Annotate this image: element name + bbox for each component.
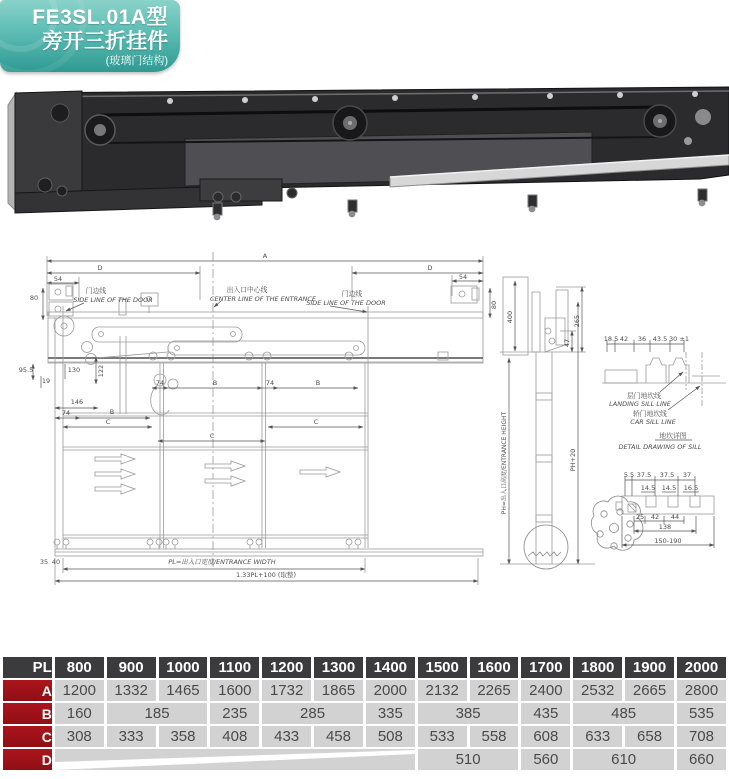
table-cell: 633 [573, 726, 622, 747]
table-cell [55, 749, 415, 770]
col-header-1100: 1100 [210, 657, 259, 678]
table-cell: 535 [677, 703, 726, 724]
sill-dim-37-5a: 37.5 [636, 471, 652, 479]
dim-b-1: B [212, 379, 218, 387]
side-line-right-en: SIDE LINE OF THE DOOR [306, 299, 386, 307]
sill-dim-range: 150-190 [654, 537, 682, 545]
table-cell: 708 [677, 726, 726, 747]
center-line-cn: 出入口中心线 [226, 286, 268, 294]
table-header-row [3, 657, 726, 678]
table-cell: 2132 [418, 680, 467, 701]
dim-35: 35 [39, 558, 49, 566]
col-header-1400: 1400 [366, 657, 415, 678]
sill-dim-42b: 42 [650, 513, 660, 521]
sill-dim-16-5: 16.5 [683, 484, 699, 492]
table-row-b [3, 703, 726, 724]
dim-47: 47 [563, 338, 571, 348]
row-label-a: A [3, 680, 52, 701]
table-cell: 185 [107, 703, 208, 724]
table-cell: 1732 [262, 680, 311, 701]
col-header-900: 900 [107, 657, 156, 678]
dim-74-3: 74 [61, 409, 71, 417]
col-header-1800: 1800 [573, 657, 622, 678]
table-cell: 2532 [573, 680, 622, 701]
table-cell: 558 [470, 726, 519, 747]
col-header-1500: 1500 [418, 657, 467, 678]
table-cell: 510 [418, 749, 519, 770]
dim-c-1: C [105, 418, 111, 426]
header-label: PL [3, 657, 52, 678]
table-cell: 1865 [314, 680, 363, 701]
sill-dim-14-5b: 14.5 [661, 484, 677, 492]
product-subtitle: (玻璃门结构) [105, 55, 168, 67]
sill-dim-37-5b: 37.5 [659, 471, 675, 479]
table-cell: 1200 [55, 680, 104, 701]
table-cell: 2265 [470, 680, 519, 701]
dim-400: 400 [506, 310, 514, 324]
sill-dim-36: 36 [637, 335, 647, 343]
side-section-labels [500, 311, 581, 514]
dim-95-5: 95.5 [18, 366, 34, 374]
dim-54-left: 54 [53, 275, 63, 283]
dim-146: 146 [70, 398, 84, 406]
col-header-1200: 1200 [262, 657, 311, 678]
product-model: FE3SL.01A型 [32, 6, 168, 29]
car-sill-line-en: CAR SILL LINE [630, 418, 676, 426]
row-label-b: B [3, 703, 52, 724]
table-cell: 485 [573, 703, 674, 724]
table-cell: 610 [573, 749, 674, 770]
table-cell: 308 [55, 726, 104, 747]
col-header-1700: 1700 [521, 657, 570, 678]
sill-dim-138: 138 [658, 523, 672, 531]
product-badge [0, 0, 180, 72]
landing-sill-line-cn: 层门地坎线 [627, 392, 661, 400]
dim-74-1: 74 [155, 379, 165, 387]
spec-table-body [3, 657, 726, 770]
table-cell: 2800 [677, 680, 726, 701]
dim-ph20: PH+20 [569, 448, 577, 472]
col-header-1600: 1600 [470, 657, 519, 678]
product-name: 旁开三折挂件 [42, 30, 168, 53]
landing-sill-line-en: LANDING SILL LINE [609, 400, 671, 408]
dim-54-right: 54 [458, 273, 468, 281]
col-header-1300: 1300 [314, 657, 363, 678]
dim-80-right: 80 [490, 300, 498, 310]
entrance-height-label: PH=出入口高度/ENTRANCE HEIGHT [501, 411, 508, 515]
table-cell: 285 [262, 703, 363, 724]
sill-dim-14-5a: 14.5 [640, 484, 656, 492]
dim-80-left: 80 [29, 294, 39, 302]
side-line-right-cn: 门边线 [341, 290, 363, 298]
sill-detail-title-cn: 地坎详图 [659, 432, 687, 440]
dim-c-2: C [313, 418, 319, 426]
sill-dim-5-5: 5.5 [623, 471, 635, 479]
table-cell: 508 [366, 726, 415, 747]
product-photo [0, 85, 729, 225]
dim-74-2: 74 [265, 379, 275, 387]
dim-b-2: B [315, 379, 321, 387]
door-operator-machine [8, 87, 729, 220]
table-cell: 385 [418, 703, 519, 724]
table-cell: 2000 [366, 680, 415, 701]
table-cell: 160 [55, 703, 104, 724]
table-cell: 358 [159, 726, 208, 747]
dim-130: 130 [67, 366, 81, 374]
table-cell: 1465 [159, 680, 208, 701]
diagonal-slash [55, 749, 415, 770]
side-section-drawing [500, 277, 643, 569]
row-label-c: C [3, 726, 52, 747]
row-label-d: D [3, 749, 52, 770]
col-header-1900: 1900 [625, 657, 674, 678]
table-cell: 660 [677, 749, 726, 770]
table-cell: 560 [521, 749, 570, 770]
dim-b-3: B [109, 408, 115, 416]
sill-dim-37: 37 [682, 471, 692, 479]
table-cell: 408 [210, 726, 259, 747]
table-cell: 2665 [625, 680, 674, 701]
front-elevation-labels [19, 252, 498, 579]
table-cell: 235 [210, 703, 259, 724]
dim-c-3: C [209, 432, 215, 440]
col-header-2000: 2000 [677, 657, 726, 678]
table-cell: 608 [521, 726, 570, 747]
table-cell: 1600 [210, 680, 259, 701]
col-header-800: 800 [55, 657, 104, 678]
table-cell: 533 [418, 726, 467, 747]
table-row-d [3, 749, 726, 770]
table-cell: 2400 [521, 680, 570, 701]
dim-40: 40 [51, 558, 61, 566]
sill-dim-42: 42 [619, 335, 629, 343]
table-cell: 335 [366, 703, 415, 724]
dim-d-left: D [97, 264, 103, 272]
col-header-1000: 1000 [159, 657, 208, 678]
table-cell: 435 [521, 703, 570, 724]
sill-dim-25: 25 [635, 513, 645, 521]
sill-dim-18-5: 18.5 [603, 335, 619, 343]
car-sill-line-cn: 轿门地坎线 [633, 410, 667, 418]
table-row-c [3, 726, 726, 747]
side-line-left-cn: 门边线 [85, 287, 107, 295]
dim-265: 265 [573, 314, 581, 328]
table-cell: 433 [262, 726, 311, 747]
table-cell: 1332 [107, 680, 156, 701]
dim-19: 19 [41, 377, 51, 385]
technical-drawing [0, 235, 729, 655]
center-line-en: CENTER LINE OF THE ENTRANCE [209, 295, 317, 303]
table-cell: 458 [314, 726, 363, 747]
dim-d-right: D [427, 264, 433, 272]
table-cell: 333 [107, 726, 156, 747]
spec-table [0, 655, 729, 772]
dim-122: 122 [97, 364, 105, 378]
sill-dim-30: 30 ±1 [669, 335, 689, 343]
entrance-width-label: PL=出入口宽度/ENTRANCE WIDTH [168, 558, 276, 566]
sill-detail-title-en: DETAIL DRAWING OF SILL [618, 443, 702, 451]
table-row-a [3, 680, 726, 701]
sill-dim-44: 44 [670, 513, 680, 521]
table-cell: 658 [625, 726, 674, 747]
dim-a: A [262, 252, 268, 260]
side-line-left-en: SIDE LINE OF THE DOOR [73, 296, 153, 304]
sill-dim-43-5: 43.5 [652, 335, 668, 343]
sill-length-formula: 1.33PL+100 (取整) [235, 571, 297, 579]
